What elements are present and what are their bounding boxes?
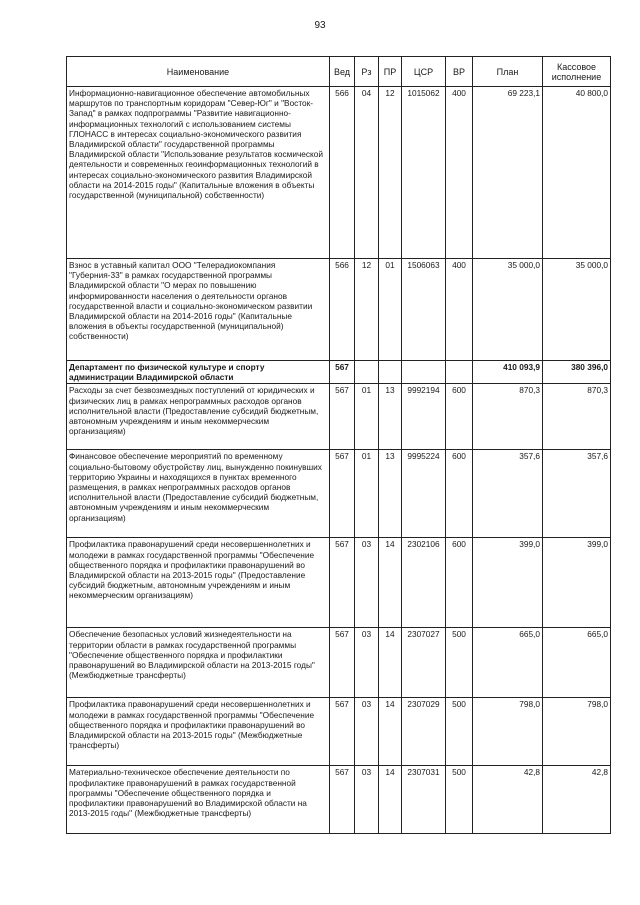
header-plan: План [473,57,543,87]
header-name: Наименование [67,57,330,87]
row-vr: 400 [446,259,473,361]
row-pr: 14 [379,628,402,698]
table-row-department [67,361,611,384]
row-csr: 1015062 [402,87,446,259]
row-vr: 500 [446,766,473,834]
table-header-row [67,57,611,87]
row-csr: 9995224 [402,450,446,538]
row-plan: 42,8 [473,766,543,834]
row-plan: 399,0 [473,538,543,628]
row-rz: 04 [355,87,379,259]
row-ved: 566 [330,87,355,259]
row-rz: 01 [355,384,379,450]
row-csr: 2307029 [402,698,446,766]
row-pr: 14 [379,538,402,628]
header-rz: Рз [355,57,379,87]
header-csr: ЦСР [402,57,446,87]
table-row [67,698,611,766]
row-ved: 567 [330,628,355,698]
row-name: Профилактика правонарушений среди несовершеннолетних и молодежи в рамках государственной программы "Обеспечение общественного порядка и профилактики правонарушений во Владимирской области на 2013-2015 годы" (Межбюджетные трансферты) [67,698,330,766]
row-rz: 12 [355,259,379,361]
header-pr: ПР [379,57,402,87]
row-rz: 01 [355,450,379,538]
row-kassa: 870,3 [543,384,611,450]
row-pr: 13 [379,450,402,538]
row-name: Финансовое обеспечение мероприятий по временному социально-бытовому обустройству лиц, вынужденно покинувших территорию Украины и находящихся в пунктах временного размещения, в рамках непрограммных расходов органов исполнительной власти (Предоставление субсидий бюджетным, автономным учреждениям и иным некоммерческим организациям) [67,450,330,538]
row-name: Обеспечение безопасных условий жизнедеятельности на территории области в рамках государственной программы "Обеспечение общественного порядка и профилактики правонарушений во Владимирской области на 2013-2015 годы" (Межбюджетные трансферты) [67,628,330,698]
row-csr: 2302106 [402,538,446,628]
row-vr [446,361,473,384]
row-plan: 870,3 [473,384,543,450]
row-vr: 500 [446,698,473,766]
row-kassa: 665,0 [543,628,611,698]
row-csr: 1506063 [402,259,446,361]
row-plan: 410 093,9 [473,361,543,384]
row-pr: 01 [379,259,402,361]
header-kassa: Кассовое исполнение [543,57,611,87]
row-name: Взнос в уставный капитал ООО "Телерадиокомпания "Губерния-33" в рамках государственной программы Владимирской области "О мерах по повышению информированности населения о деятельности органов государственной власти и социально-экономическом развитии Владимирской области на 2014-2016 годы" (Капитальные вложения в объекты государственной (муниципальной) собственности) [67,259,330,361]
row-ved: 567 [330,384,355,450]
row-vr: 500 [446,628,473,698]
row-vr: 600 [446,384,473,450]
row-rz: 03 [355,538,379,628]
row-rz: 03 [355,766,379,834]
row-pr [379,361,402,384]
table-row [67,384,611,450]
row-kassa: 399,0 [543,538,611,628]
table-row [67,538,611,628]
row-vr: 600 [446,538,473,628]
row-csr: 2307027 [402,628,446,698]
table-row [67,87,611,259]
row-plan: 665,0 [473,628,543,698]
row-name: Информационно-навигационное обеспечение автомобильных маршрутов по транспортным коридорам "Север-Юг" и "Восток-Запад" в рамках подпрограммы "Развитие навигационно-информационных технологий с использованием системы ГЛОНАСС в интересах социально-экономического развития Владимирской области" государственной программы Владимирской области "Использование результатов космической деятельности и современных геоинформационных технологий в интересах социально-экономического развития Владимирской области на 2014-2015 годы" (Капитальные вложения в объекты государственной (муниципальной) собственности) [67,87,330,259]
row-name: Расходы за счет безвозмездных поступлений от юридических и физических лиц в рамках непрограммных расходов органов исполнительной власти (Предоставление субсидий бюджетным, автономным учреждениям и иным некоммерческим организациям) [67,384,330,450]
row-csr [402,361,446,384]
row-kassa: 35 000,0 [543,259,611,361]
row-pr: 14 [379,698,402,766]
row-name: Департамент по физической культуре и спорту администрации Владимирской области [67,361,330,384]
row-plan: 357,6 [473,450,543,538]
row-vr: 400 [446,87,473,259]
header-vr: ВР [446,57,473,87]
row-pr: 12 [379,87,402,259]
row-rz [355,361,379,384]
row-ved: 567 [330,698,355,766]
row-ved: 567 [330,450,355,538]
row-ved: 567 [330,766,355,834]
row-plan: 35 000,0 [473,259,543,361]
row-kassa: 42,8 [543,766,611,834]
row-kassa: 380 396,0 [543,361,611,384]
row-rz: 03 [355,698,379,766]
header-ved: Вед [330,57,355,87]
row-ved: 567 [330,361,355,384]
table-row [67,450,611,538]
table-row [67,628,611,698]
row-csr: 9992194 [402,384,446,450]
row-rz: 03 [355,628,379,698]
table-row [67,766,611,834]
row-pr: 14 [379,766,402,834]
row-plan: 69 223,1 [473,87,543,259]
row-vr: 600 [446,450,473,538]
row-kassa: 357,6 [543,450,611,538]
row-kassa: 40 800,0 [543,87,611,259]
row-ved: 566 [330,259,355,361]
budget-table [66,56,611,834]
row-kassa: 798,0 [543,698,611,766]
row-name: Профилактика правонарушений среди несовершеннолетних и молодежи в рамках государственной программы "Обеспечение общественного порядка и профилактики правонарушений во Владимирской области на 2013-2015 годы" (Предоставление субсидий бюджетным, автономным учреждениям и иным некоммерческим организациям) [67,538,330,628]
row-plan: 798,0 [473,698,543,766]
row-name: Материально-техническое обеспечение деятельности по профилактике правонарушений в рамках государственной программы "Обеспечение общественного порядка и профилактики правонарушений во Владимирской области на 2013-2015 годы" (Межбюджетные трансферты) [67,766,330,834]
row-pr: 13 [379,384,402,450]
page-number: 93 [314,20,326,31]
table-row [67,259,611,361]
row-ved: 567 [330,538,355,628]
row-csr: 2307031 [402,766,446,834]
